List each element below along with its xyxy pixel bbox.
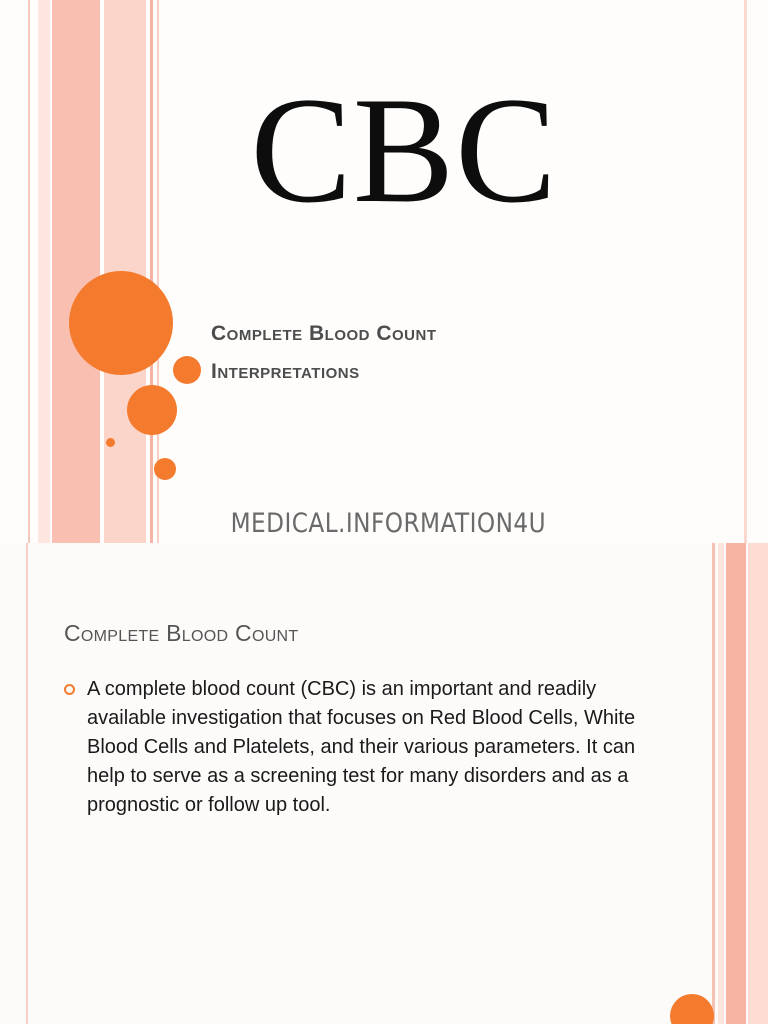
decorative-stripe [726,543,746,1024]
decorative-circle [154,458,176,480]
bullet-text: A complete blood count (CBC) is an important and readily available investigation that focuses on Red Blood Cells, White Blood Cells and Platelets, and their various parameters. It can help to serve as a screening test for many disorders and as a prognostic or follow up tool. [87,678,636,816]
section-heading: Complete Blood Count [64,620,299,646]
decorative-stripe [26,543,28,1024]
slide-title: CBC [250,66,558,234]
circle-bullet-icon [64,684,75,695]
decorative-circle [106,438,115,447]
content-slide [0,543,768,1024]
decorative-circle [69,271,173,375]
watermark-text: MEDICAL.INFORMATION4U [230,508,547,539]
slide-subtitle: Complete Blood Count [211,322,437,345]
bullet-item [64,675,664,820]
decorative-stripe [712,543,715,1024]
decorative-circle [670,994,714,1024]
slide-subtitle: Interpretations [211,360,360,383]
decorative-stripe [718,543,724,1024]
decorative-circle [127,385,177,435]
decorative-circle [173,356,201,384]
decorative-stripe [748,543,768,1024]
